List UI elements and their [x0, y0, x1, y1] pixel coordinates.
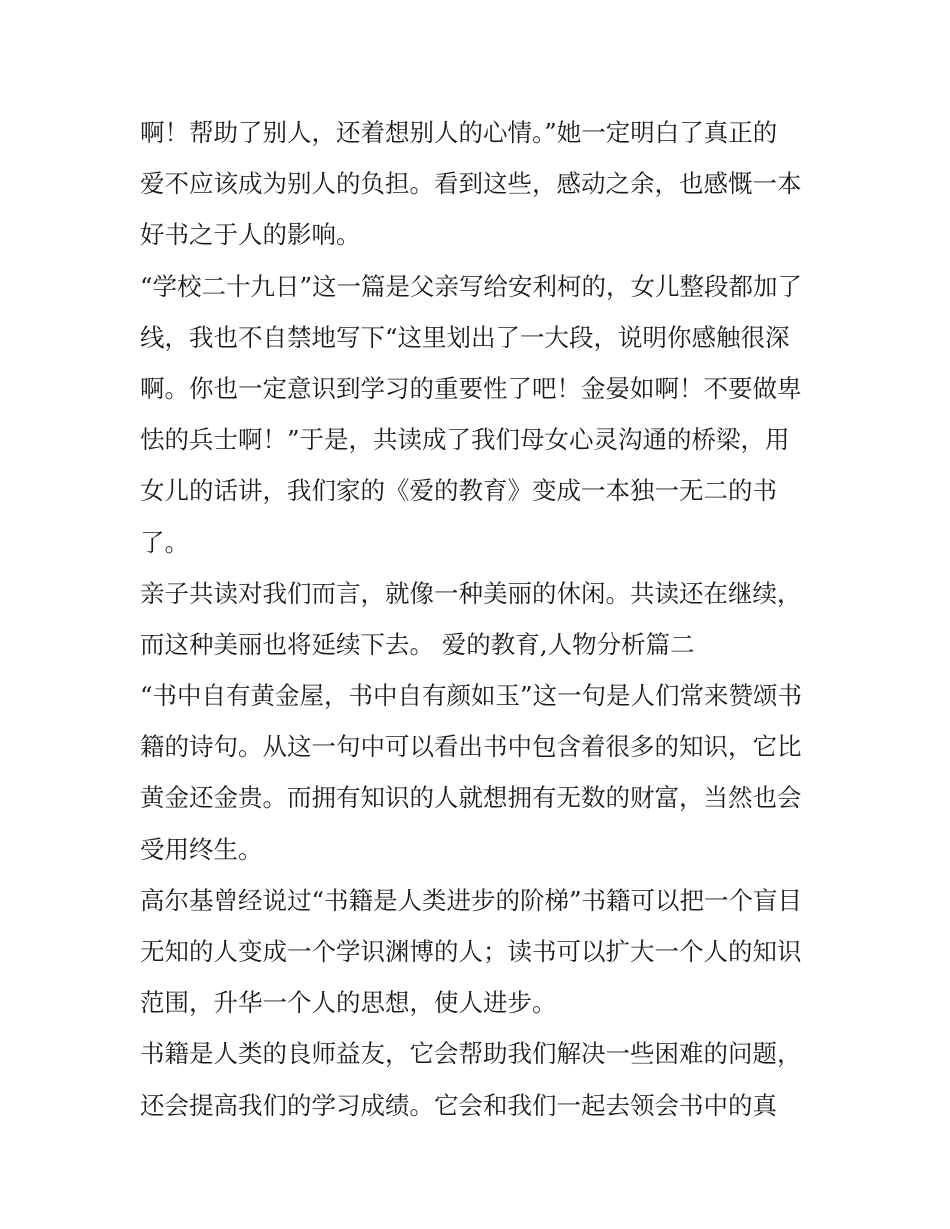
text-line: 黄金还金贵。而拥有知识的人就想拥有无数的财富，当然也会 — [140, 783, 802, 813]
text-line: 了。 — [140, 527, 189, 557]
text-line: 爱不应该成为别人的负担。看到这些，感动之余，也感慨一本 — [140, 169, 802, 199]
text-line: 无知的人变成一个学识渊博的人；读书可以扩大一个人的知识 — [140, 937, 802, 966]
body-text — [140, 107, 820, 1131]
text-line: 书籍是人类的良师益友，它会帮助我们解决一些困难的问题， — [140, 1039, 802, 1069]
text-line: 啊！帮助了别人，还着想别人的心情。”她一定明白了真正的 — [140, 118, 778, 147]
text-line: “书中自有黄金屋，书中自有颜如玉”这一句是人们常来赞颂书 — [140, 681, 803, 711]
text-line: 线，我也不自禁地写下“这里划出了一大段，说明你感触很深 — [140, 322, 790, 352]
text-line: 亲子共读对我们而言，就像一种美丽的休闲。共读还在继续， — [140, 578, 802, 608]
text-line: 怯的兵士啊！”于是，共读成了我们母女心灵沟通的桥梁，用 — [140, 425, 790, 455]
text-line: 范围，升华一个人的思想，使人进步。 — [140, 988, 557, 1018]
text-line: 而这种美丽也将延续下去。 爱的教育,人物分析篇二 — [140, 629, 695, 659]
text-line: 受用终生。 — [140, 834, 263, 864]
text-line: “学校二十九日”这一篇是父亲写给安利柯的，女儿整段都加了 — [140, 271, 803, 301]
text-line: 女儿的话讲，我们家的《爱的教育》变成一本独一无二的书 — [140, 476, 777, 506]
text-line: 还会提高我们的学习成绩。它会和我们一起去领会书中的真 — [140, 1090, 777, 1120]
text-line: 高尔基曾经说过“书籍是人类进步的阶梯”书籍可以把一个盲目 — [140, 885, 803, 915]
text-line: 啊。你也一定意识到学习的重要性了吧！金晏如啊！不要做卑 — [140, 373, 802, 403]
text-line: 籍的诗句。从这一句中可以看出书中包含着很多的知识，它比 — [140, 732, 802, 762]
text-line: 好书之于人的影响。 — [140, 220, 361, 250]
